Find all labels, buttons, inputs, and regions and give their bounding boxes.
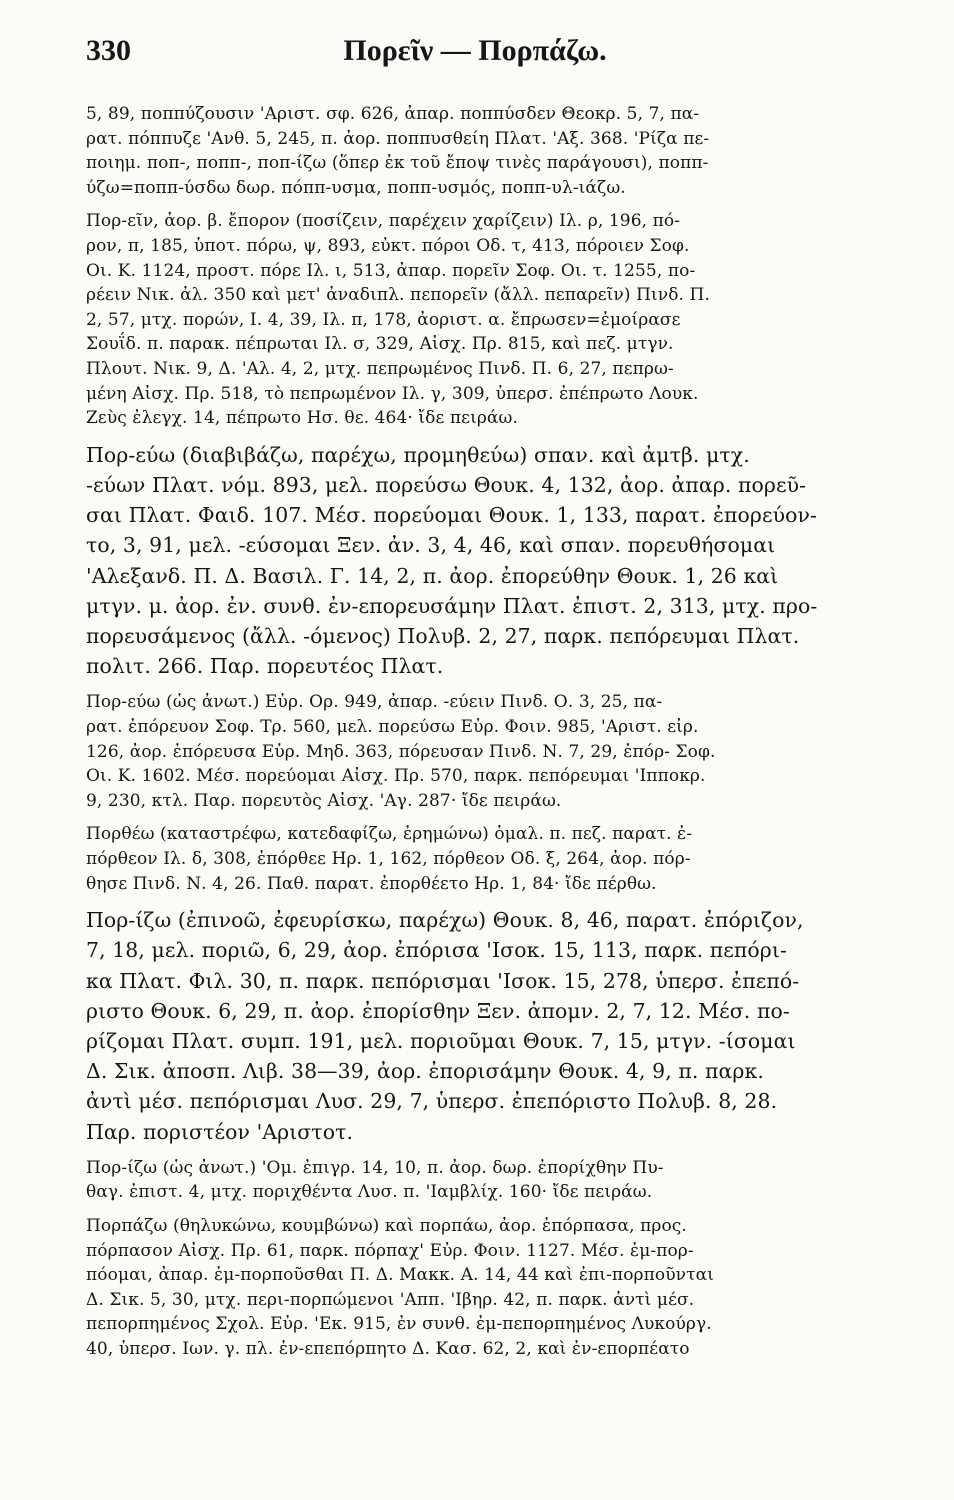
entry-line: το, 3, 91, μελ. -εύσομαι Ξεν. ἀν. 3, 4, 46, καὶ σπαν. πορευθήσομαι: [86, 533, 776, 558]
entry-line: 126, ἀορ. ἐπόρευσα Εὐρ. Μηδ. 363, πόρευσαν Πινδ. Ν. 7, 29, ἐπόρ- Σοφ.: [86, 741, 716, 762]
entry-line: Πορ-εῖν, ἀορ. β. ἔπορον (ποσίζειν, παρέχειν χαρίζειν) Ιλ. ρ, 196, πό-: [86, 211, 681, 232]
entry-line: ρίζομαι Πλατ. συμπ. 191, μελ. ποριοῦμαι Θουκ. 7, 15, μτγν. -ίσομαι: [86, 1028, 796, 1053]
entry-line: 40, ὑπερσ. Ιων. γ. πλ. ἐν-επεπόρπητο Δ. Κασ. 62, 2, καὶ ἐν-επορπέατο: [86, 1338, 690, 1359]
entry-porein: [86, 209, 864, 430]
entry-line: πόομαι, ἀπαρ. ἐμ-πορποῦσθαι Π. Δ. Μακκ. Α. 14, 44 καὶ ἐπι-πορποῦνται: [86, 1265, 714, 1286]
page-number: 330: [86, 34, 131, 67]
entry-line: ύζω=ποππ-ύσδω δωρ. πόππ-υσμα, ποππ-υσμός, ποππ-υλ-ιάζω.: [86, 177, 626, 198]
entry-line: Πορθέω (καταστρέφω, κατεδαφίζω, ἐρημώνω) ὁμαλ. π. πεζ. παρατ. ἐ-: [86, 824, 693, 845]
entry-line: Δ. Σικ. 5, 30, μτχ. περι-πορπώμενοι 'Αππ. 'Ιβηρ. 42, π. παρκ. ἀντὶ μέσ.: [86, 1289, 695, 1310]
running-title: Πορεῖν — Πορπάζω.: [343, 34, 607, 67]
entry-line: ρέειν Νικ. ἀλ. 350 καὶ μετ' ἀναδιπλ. πεπορεῖν (ἄλλ. πεπαρεῖν) Πινδ. Π.: [86, 285, 710, 306]
entry-line: πεπορπημένος Σχολ. Εὐρ. 'Εκ. 915, ἐν συνθ. ἐμ-πεπορπημένος Λυκούργ.: [86, 1314, 712, 1335]
entry-line: κα Πλατ. Φιλ. 30, π. παρκ. πεπόρισμαι 'Ισοκ. 15, 278, ὑπερσ. ἐπεπό-: [86, 968, 800, 993]
page-header: [86, 30, 864, 82]
entry-line: 5, 89, ποππύζουσιν 'Αριστ. σφ. 626, ἀπαρ. ποππύσδεν Θεοκρ. 5, 7, πα-: [86, 104, 700, 124]
entry-line: Πορ-εύω (ὡς ἀνωτ.) Εὐρ. Ορ. 949, ἀπαρ. -εύειν Πινδ. Ο. 3, 25, πα-: [86, 692, 663, 713]
entry-line: Πορ-εύω (διαβιβάζω, παρέχω, προμηθεύω) σπαν. καὶ ἀμτβ. μτχ.: [86, 442, 750, 467]
entry-line: 2, 57, μτχ. πορών, Ι. 4, 39, Ιλ. π, 178, ἀοριστ. α. ἔπρωσεν=ἐμοίρασε: [86, 309, 681, 330]
entry-line: ἀντὶ μέσ. πεπόρισμαι Λυσ. 29, 7, ὑπερσ. ἐπεπόριστο Πολυβ. 8, 28.: [86, 1089, 778, 1114]
entry-line: 'Αλεξανδ. Π. Δ. Βασιλ. Γ. 14, 2, π. ἀορ. ἐπορεύθην Θουκ. 1, 26 καὶ: [86, 563, 779, 588]
entry-line: πολιτ. 266. Παρ. πορευτέος Πλατ.: [86, 654, 444, 679]
entry-line: Οι. Κ. 1602. Μέσ. πορεύομαι Αἰσχ. Πρ. 570, παρκ. πεπόρευμαι 'Ιπποκρ.: [86, 766, 706, 787]
entry-line: πόρθεον Ιλ. δ, 308, ἐπόρθεε Ηρ. 1, 162, πόρθεον Οδ. ξ, 264, ἀορ. πόρ-: [86, 848, 691, 869]
entries-column: [86, 102, 864, 1361]
entry-line: ριστο Θουκ. 6, 29, π. ἀορ. ἐπορίσθην Ξεν. ἀπομν. 2, 7, 12. Μέσ. πο-: [86, 998, 790, 1023]
entry-line: θαγ. ἐπιστ. 4, μτχ. ποριχθέντα Λυσ. π. 'Ιαμβλίχ. 160· ἴδε πειράω.: [86, 1182, 653, 1203]
entry-line: μτγν. μ. ἀορ. ἐν. συνθ. ἐν-επορευσάμην Πλατ. ἐπιστ. 2, 313, μτχ. προ-: [86, 593, 818, 618]
entry-porizo-2: [86, 1156, 864, 1205]
entry-line: Παρ. ποριστέον 'Αριστοτ.: [86, 1119, 354, 1144]
entry-line: ρον, π, 185, ὑποτ. πόρω, ψ, 893, εὐκτ. πόροι Οδ. τ, 413, πόροιεν Σοφ.: [86, 235, 690, 256]
entry-poreuo-2: [86, 690, 864, 813]
entry-line: πόρπασον Αἰσχ. Πρ. 61, παρκ. πόρπαχ' Εὐρ. Φοιν. 1127. Μέσ. ἐμ-πορ-: [86, 1240, 694, 1261]
entry-poreuo: [86, 440, 864, 682]
entry-line: μένη Αἰσχ. Πρ. 518, τὸ πεπρωμένον Ιλ. γ, 309, ὑπερσ. ἐπέπρωτο Λουκ.: [86, 383, 699, 404]
entry-line: 7, 18, μελ. ποριῶ, 6, 29, ἀορ. ἐπόρισα 'Ισοκ. 15, 113, παρκ. πεπόρι-: [86, 938, 787, 963]
entry-line: πορευσάμενος (ἄλλ. -όμενος) Πολυβ. 2, 27, παρκ. πεπόρευμαι Πλατ.: [86, 623, 800, 648]
entry-line: ρατ. ἐπόρευον Σοφ. Τρ. 560, μελ. πορεύσω Εὐρ. Φοιν. 985, 'Αριστ. εἰρ.: [86, 716, 699, 737]
entry-line: σαι Πλατ. Φαιδ. 107. Μέσ. πορεύομαι Θουκ. 1, 133, παρατ. ἐπορεύον-: [86, 503, 818, 528]
entry-line: Πορ-ίζω (ἐπινοῶ, ἐφευρίσκω, παρέχω) Θουκ. 8, 46, παρατ. ἐπόριζον,: [86, 908, 804, 933]
entry-line: Οι. Κ. 1124, προστ. πόρε Ιλ. ι, 513, ἀπαρ. πορεῖν Σοφ. Οι. τ. 1255, πο-: [86, 260, 696, 281]
entry-line: -εύων Πλατ. νόμ. 893, μελ. πορεύσω Θουκ. 4, 132, ἀορ. ἀπαρ. πορεῦ-: [86, 472, 807, 497]
entry-line: Σουΐδ. π. παρακ. πέπρωται Ιλ. σ, 329, Αἰσχ. Πρ. 815, καὶ πεζ. μτγν.: [86, 334, 674, 355]
entry-line: ποιημ. ποπ-, ποππ-, ποπ-ίζω (ὅπερ ἐκ τοῦ ἔποψ τινὲς παράγουσι), ποππ-: [86, 153, 709, 174]
entry-line: Δ. Σικ. ἀποσπ. Λιβ. 38—39, ἀορ. ἐπορισάμην Θουκ. 4, 9, π. παρκ.: [86, 1059, 764, 1084]
entry-line: Πορ-ίζω (ὡς ἀνωτ.) 'Ομ. ἐπιγρ. 14, 10, π. ἀορ. δωρ. ἐπορίχθην Πυ-: [86, 1157, 664, 1178]
entry-porizo: [86, 905, 864, 1147]
entry-line: Ζεὺς ἐλεγχ. 14, πέπρωτο Ησ. θε. 464· ἴδε πειράω.: [86, 408, 518, 429]
entry-line: Πορπάζω (θηλυκώνω, κουμβώνω) καὶ πορπάω, ἀορ. ἐπόρπασα, προς.: [86, 1215, 687, 1236]
entry-line: Πλουτ. Νικ. 9, Δ. 'Αλ. 4, 2, μτχ. πεπρωμένος Πινδ. Π. 6, 27, πεπρω-: [86, 358, 674, 379]
entry-poppyzo-cont: [86, 102, 864, 200]
entry-portheo: [86, 822, 864, 896]
entry-line: ρατ. πόππυζε 'Ανθ. 5, 245, π. ἀορ. ποππυσθείη Πλατ. 'Αξ. 368. 'Ρίζα πε-: [86, 128, 710, 149]
entry-line: 9, 230, κτλ. Παρ. πορευτὸς Αἰσχ. 'Αγ. 287· ἴδε πειράω.: [86, 790, 562, 811]
entry-line: θησε Πινδ. Ν. 4, 26. Παθ. παρατ. ἐπορθέετο Ηρ. 1, 84· ἴδε πέρθω.: [86, 873, 657, 894]
entry-porpazo: [86, 1214, 864, 1362]
